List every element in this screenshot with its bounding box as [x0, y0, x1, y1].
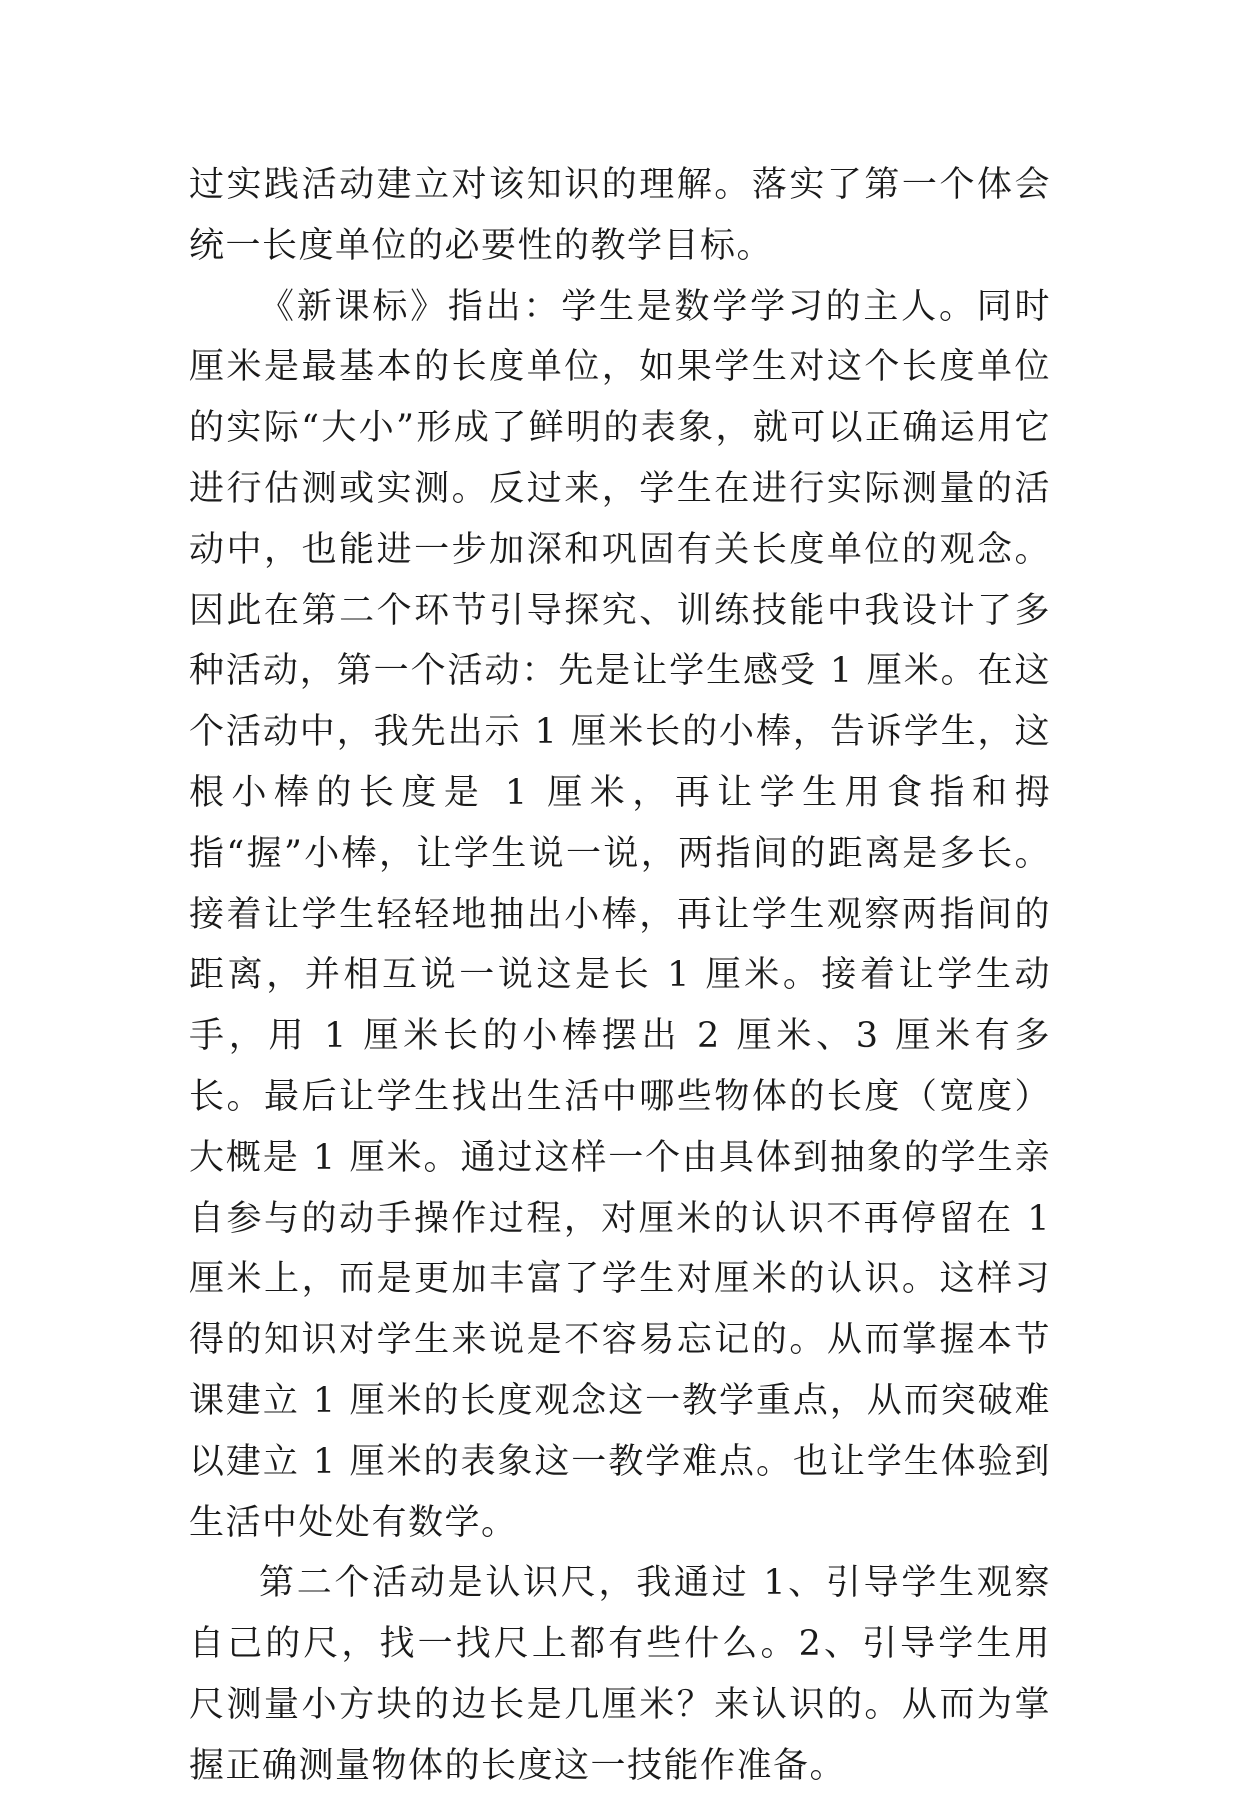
- paragraph-continuation: 过实践活动建立对该知识的理解。落实了第一个体会统一长度单位的必要性的教学目标。: [189, 165, 1051, 266]
- paragraph-ruler-activity: 第二个活动是认识尺，我通过 1、引导学生观察自己的尺，找一找尺上都有些什么。2、引导学生用尺测量小方块的边长是几厘米？来认识的。从而为掌握正确测量物体的长度这一技能作准备。: [189, 1563, 1051, 1786]
- paragraph-new-curriculum: 《新课标》指出：学生是数学学习的主人。同时厘米是最基本的长度单位，如果学生对这个长度单位的实际“大小”形成了鲜明的表象，就可以正确运用它进行估测或实测。反过来，学生在进行实际测量的活动中，也能进一步加深和巩固有关长度单位的观念。因此在第二个环节引导探究、训练技能中我设计了多种活动，第一个活动：先是让学生感受 1 厘米。在这个活动中，我先出示 1 厘米长的小棒，告诉学生，这根小棒的长度是 1 厘米，再让学生用食指和拇指“握”小棒，让学生说一说，两指间的距离是多长。接着让学生轻轻地抽出小棒，再让学生观察两指间的距离，并相互说一说这是长 1 厘米。接着让学生动手，用 1 厘米长的小棒摆出 2 厘米、3 厘米有多长。最后让学生找出生活中哪些物体的长度（宽度）大概是 1 厘米。通过这样一个由具体到抽象的学生亲自参与的动手操作过程，对厘米的认识不再停留在 1 厘米上，而是更加丰富了学生对厘米的认识。这样习得的知识对学生来说是不容易忘记的。从而掌握本节课建立 1 厘米的长度观念这一教学重点，从而突破难以建立 1 厘米的表象这一教学难点。也让学生体验到生活中处处有数学。: [189, 286, 1051, 1543]
- document-body: [189, 155, 1051, 1797]
